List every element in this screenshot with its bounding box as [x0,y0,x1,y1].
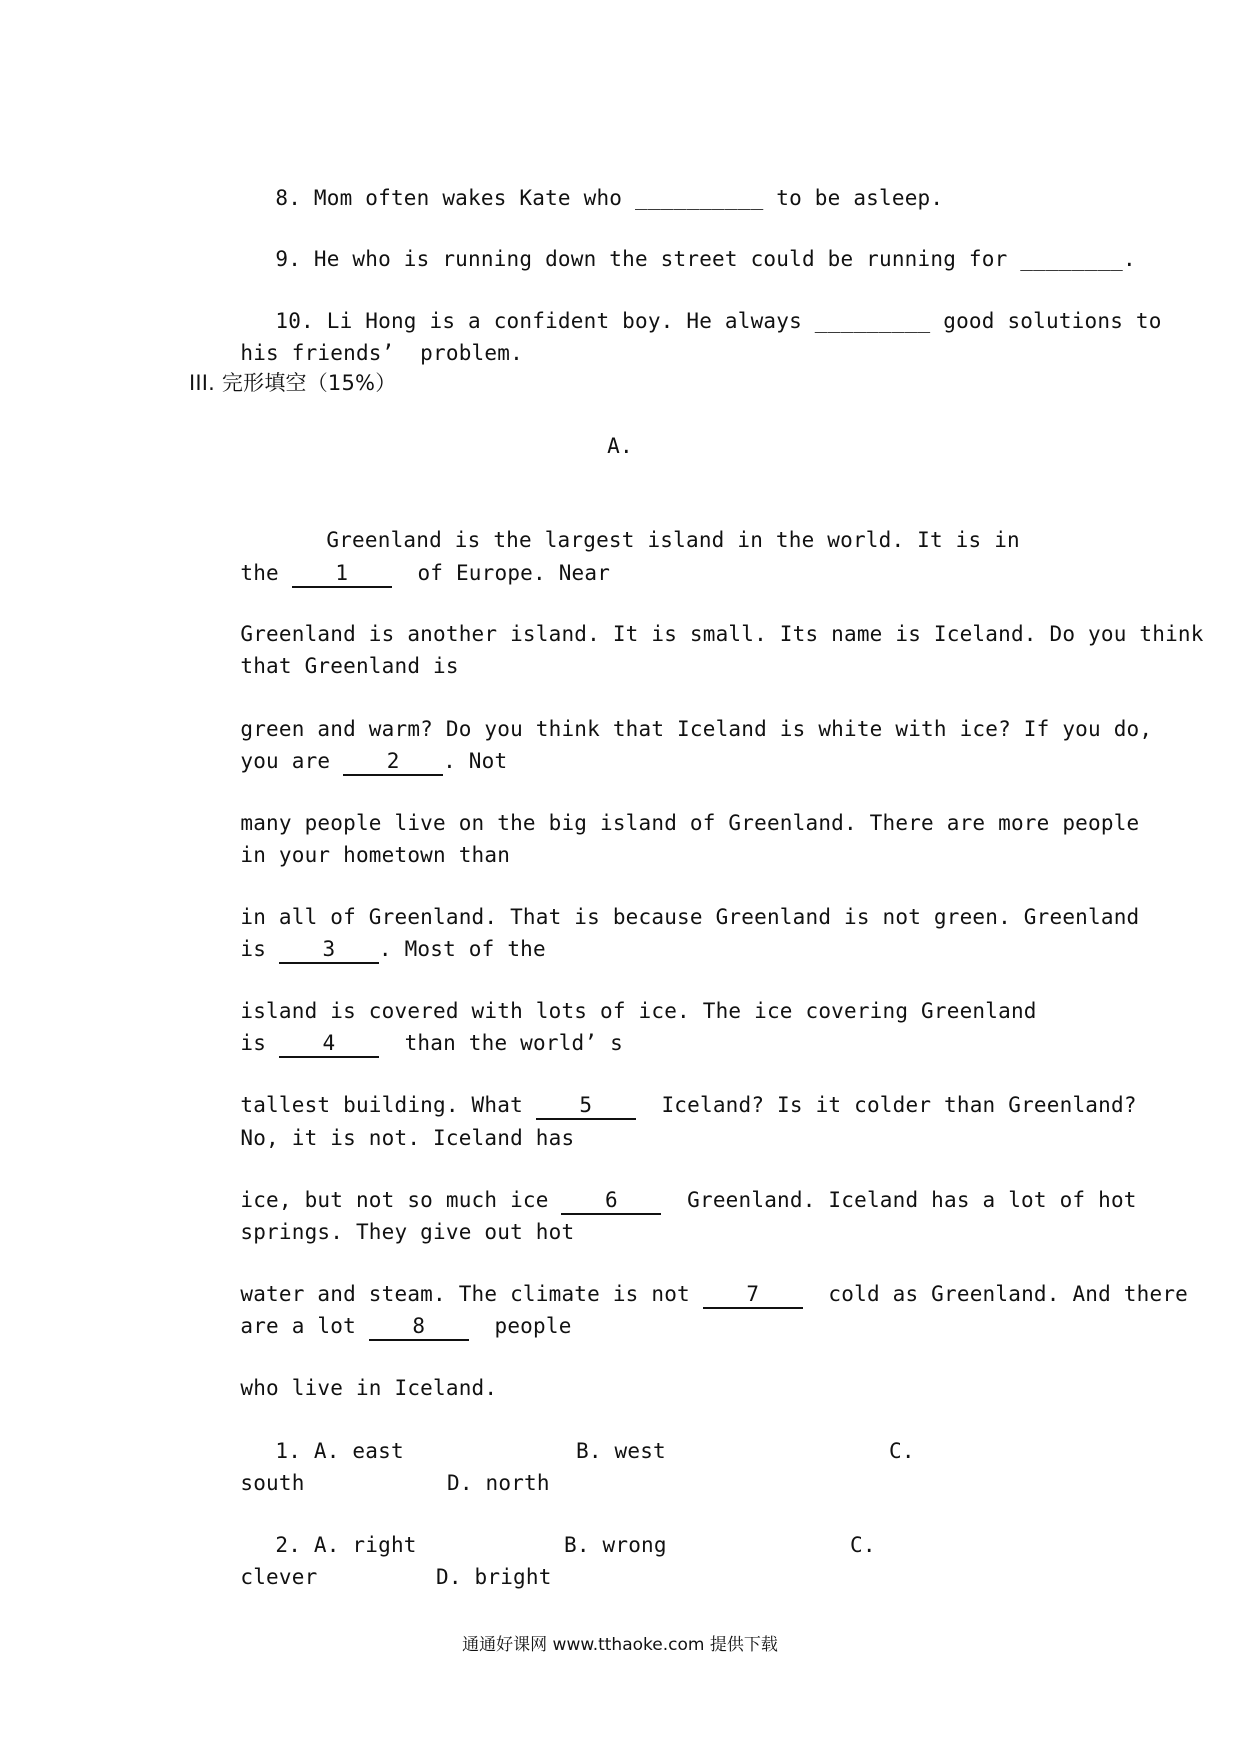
question-text: He who is running down the street could be running for [313,247,1008,271]
passage-text: is [240,1031,267,1055]
question-number: 10. [275,309,314,333]
passage-text: is [240,937,267,961]
page-footer: 通通好课网 www.tthaoke.com 提供下载 [462,1635,778,1655]
question-number: 8. [275,186,302,210]
question-text: Li Hong is a confident boy. He always [326,309,802,333]
blank-2: 2 [343,748,443,776]
section-heading: III. 完形填空（15%） [189,371,397,395]
blank-5: 5 [536,1092,636,1120]
part-label: A. [607,434,633,458]
passage-text: in your hometown than [240,843,511,867]
question-text: his friends’ problem. [240,341,523,365]
option-b: B. west [576,1439,666,1463]
option-row-2-continued [189,1529,1059,1625]
passage-text: people [494,1314,572,1338]
passage-text: . Most of the [378,937,546,961]
option-b: B. wrong [564,1533,667,1557]
passage-text: than the world’ s [404,1031,623,1055]
blank-1: 1 [292,560,392,588]
passage-text: water and steam. The climate is not [240,1282,690,1306]
passage-text: ice, but not so much ice [240,1188,549,1212]
passage-text: green and warm? Do you think that Iceland is white with ice? If you do, [240,717,1153,741]
passage-text: No, it is not. Iceland has [240,1126,575,1150]
blank-3: 3 [279,936,379,964]
passage-text: springs. They give out hot [240,1220,575,1244]
passage-text: Iceland? Is it colder than Greenland? [661,1093,1137,1117]
option-a: A. east [313,1439,404,1463]
blank-8: 8 [369,1313,469,1341]
question-text: Mom often wakes Kate who [313,186,623,210]
option-c-text: clever [240,1565,318,1589]
passage-text: tallest building. What [240,1093,523,1117]
option-c: C. [850,1533,876,1557]
passage-text: the [240,561,279,585]
passage-text: in all of Greenland. That is because Greenland is not green. Greenland [240,905,1140,929]
passage-text: are a lot [240,1314,356,1338]
passage-text: cold as Greenland. And there [828,1282,1189,1306]
passage-text: island is covered with lots of ice. The ice covering Greenland [240,999,1037,1023]
question-text: . [1123,247,1136,271]
passage-text: Greenland is the largest island in the world. It is in [326,528,1020,552]
blank-6: 6 [561,1187,661,1215]
question-text: to be asleep. [776,186,944,210]
option-a: A. right [313,1533,417,1557]
option-number: 1. [275,1439,302,1463]
passage-text: Greenland is another island. It is small. Its name is Iceland. Do you think [240,622,1204,646]
question-text: good solutions to [943,309,1162,333]
answer-blank: __________ [634,186,764,210]
option-number: 2. [275,1533,302,1557]
passage-text: . Not [443,749,508,773]
passage-text: you are [240,749,331,773]
blank-7: 7 [703,1281,803,1309]
answer-blank: ________ [1020,247,1124,271]
option-c-text: south [240,1471,305,1495]
passage-text: that Greenland is [240,654,459,678]
question-number: 9. [275,247,302,271]
passage-text: Greenland. Iceland has a lot of hot [687,1188,1137,1212]
passage-text: many people live on the big island of Greenland. There are more people [240,811,1140,835]
blank-4: 4 [279,1030,379,1058]
option-d: D. north [447,1471,550,1495]
option-d: D. bright [436,1565,552,1589]
option-c: C. [889,1439,915,1463]
passage-text: who live in Iceland. [240,1376,498,1400]
passage-text: of Europe. Near [417,561,611,585]
answer-blank: _________ [814,309,931,333]
